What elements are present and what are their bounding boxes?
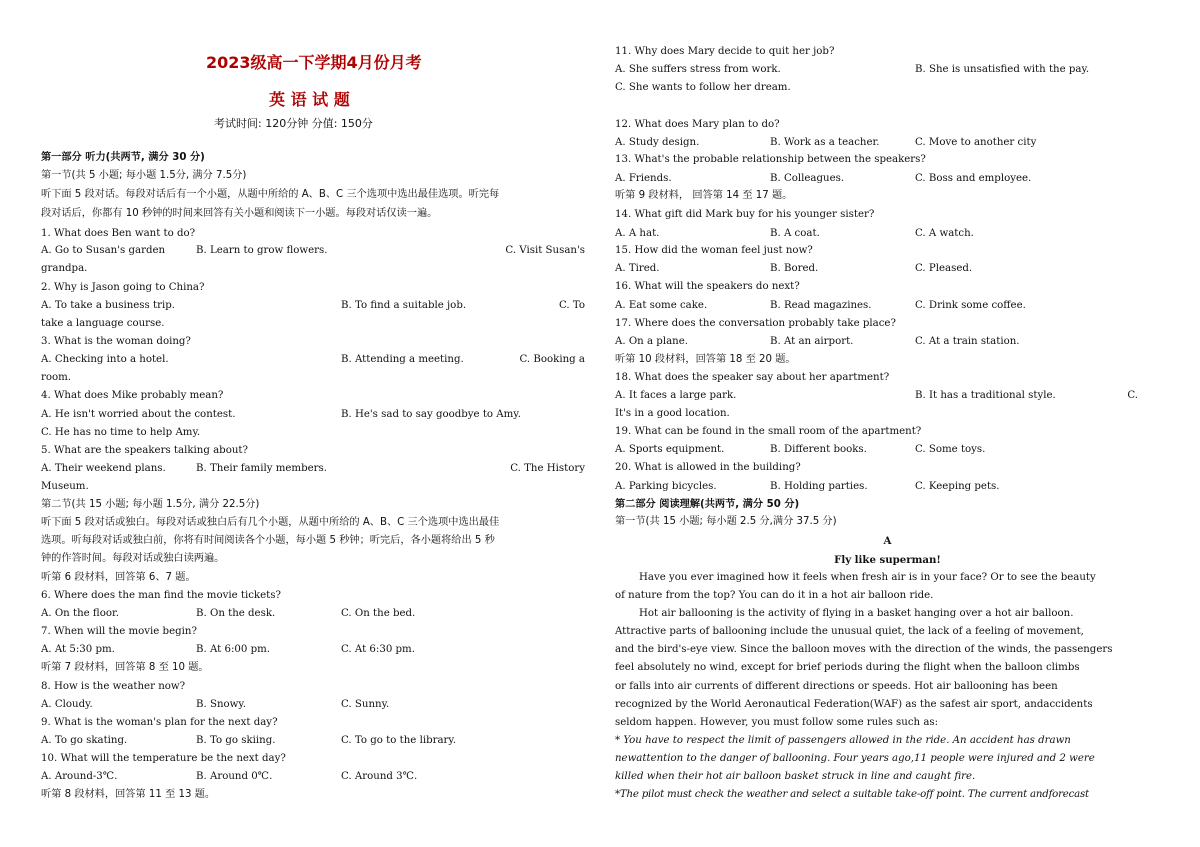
part2-sec1-heading: 第一节(共 15 小题; 每小题 2.5 分,满分 37.5 分)	[615, 516, 837, 527]
material-note: 听第 7 段材料，回答第 8 至 10 题。	[41, 662, 209, 673]
option-continuation: Museum.	[41, 481, 89, 492]
question-stem: 13. What's the probable relationship between the speakers?	[615, 154, 926, 165]
option-a: A. Friends.	[615, 173, 672, 184]
option-continuation: grandpa.	[41, 263, 88, 274]
exam-title: 2023级高一下学期4月份月考	[206, 53, 422, 72]
question-stem: 14. What gift did Mark buy for his younger sister?	[615, 209, 875, 220]
option-b: B. At 6:00 pm.	[196, 644, 271, 655]
option-a: A. Tired.	[615, 263, 660, 274]
passage-text: and the bird's-eye view. Since the balloon moves with the direction of the winds, the passengers	[615, 644, 1113, 655]
option-c: C. Visit Susan's	[505, 245, 585, 256]
material-note: 听第 6 段材料，回答第 6、7 题。	[41, 572, 196, 583]
question-stem: 9. What is the woman's plan for the next day?	[41, 717, 278, 728]
option-b: B. A coat.	[770, 228, 820, 239]
option-c: C. Move to another city	[915, 137, 1037, 148]
part2-heading: 第二部分 阅读理解(共两节, 满分 50 分)	[615, 499, 800, 510]
option-c: C. To go to the library.	[341, 735, 457, 746]
option-b: B. Read magazines.	[770, 300, 872, 311]
question-stem: 5. What are the speakers talking about?	[41, 445, 248, 456]
question-stem: 6. Where does the man find the movie tickets?	[41, 590, 281, 601]
passage-text: of nature from the top? You can do it in a hot air balloon ride.	[615, 590, 934, 601]
option-a: A. At 5:30 pm.	[41, 644, 115, 655]
option-c: C. Pleased.	[915, 263, 973, 274]
exam-meta: 考试时间: 120分钟 分值: 150分	[214, 117, 373, 130]
question-stem: 17. Where does the conversation probably take place?	[615, 318, 896, 329]
sec1-heading: 第一节(共 5 小题; 每小题 1.5分, 满分 7.5分)	[41, 170, 247, 181]
option-c: C. She wants to follow her dream.	[615, 82, 791, 93]
option-a: A. Study design.	[615, 137, 700, 148]
option-a: A. Parking bicycles.	[615, 481, 717, 492]
option-a: A. It faces a large park.	[615, 390, 737, 401]
passage-text: feel absolutely no wind, except for brief periods during the flight when the balloon climbs	[615, 662, 1080, 673]
passage-text: Have you ever imagined how it feels when fresh air is in your face? Or to see the beauty	[639, 572, 1096, 583]
part1-heading: 第一部分 听力(共两节, 满分 30 分)	[41, 152, 205, 163]
option-b: B. Learn to grow flowers.	[196, 245, 328, 256]
sec1-instructions: 段对话后，你都有 10 秒钟的时间来回答有关小题和阅读下一小题。每段对话仅读一遍。	[41, 208, 438, 219]
option-a: A. To go skating.	[41, 735, 128, 746]
question-stem: 16. What will the speakers do next?	[615, 281, 800, 292]
passage-text: or falls into air currents of different directions or speeds. Hot air ballooning has been	[615, 681, 1058, 692]
question-stem: 8. How is the weather now?	[41, 681, 186, 692]
sec2-instructions: 选项。听每段对话或独白前，你将有时间阅读各个小题，每小题 5 秒钟；听完后，各小题将给出 5 秒	[41, 535, 495, 546]
rule-text: *The pilot must check the weather and select a suitable take-off point. The current andforecast	[615, 789, 1089, 800]
option-b: B. To find a suitable job.	[341, 300, 467, 311]
option-b: B. Attending a meeting.	[341, 354, 464, 365]
option-b: B. Colleagues.	[770, 173, 845, 184]
option-c: C. He has no time to help Amy.	[41, 427, 201, 438]
option-b: B. Their family members.	[196, 463, 327, 474]
option-a: A. Around-3℃.	[41, 771, 118, 782]
rule-text: newattention to the danger of ballooning. Four years ago,11 people were injured and 2 were	[615, 753, 1095, 764]
sec2-heading: 第二节(共 15 小题; 每小题 1.5分, 满分 22.5分)	[41, 499, 260, 510]
rule-text: * You have to respect the limit of passengers allowed in the ride. An accident has drawn	[615, 735, 1071, 746]
passage-text: Hot air ballooning is the activity of flying in a basket hanging over a hot air balloon.	[639, 608, 1074, 619]
option-c: C. Sunny.	[341, 699, 390, 710]
question-stem: 12. What does Mary plan to do?	[615, 119, 780, 130]
option-c: C. Keeping pets.	[915, 481, 1000, 492]
option-a: A. Their weekend plans.	[41, 463, 166, 474]
question-stem: 1. What does Ben want to do?	[41, 228, 196, 239]
option-c: C. A watch.	[915, 228, 974, 239]
sec1-instructions: 听下面 5 段对话。每段对话后有一个小题，从题中所给的 A、B、C 三个选项中选出最佳选项。听完每	[41, 189, 500, 200]
option-b: B. At an airport.	[770, 336, 854, 347]
question-stem: 19. What can be found in the small room of the apartment?	[615, 426, 922, 437]
option-b: B. He's sad to say goodbye to Amy.	[341, 409, 521, 420]
option-b: B. Work as a teacher.	[770, 137, 880, 148]
option-c: C. The History	[510, 463, 585, 474]
sec2-instructions: 听下面 5 段对话或独白。每段对话或独白后有几个小题，从题中所给的 A、B、C 三个选项中选出最佳	[41, 517, 500, 528]
question-stem: 11. Why does Mary decide to quit her job?	[615, 46, 835, 57]
option-c: C. On the bed.	[341, 608, 416, 619]
option-continuation: room.	[41, 372, 72, 383]
material-note: 听第 9 段材料， 回答第 14 至 17 题。	[615, 190, 793, 201]
subject-title: 英 语 试 题	[269, 90, 350, 109]
question-stem: 7. When will the movie begin?	[41, 626, 197, 637]
material-note: 听第 10 段材料，回答第 18 至 20 题。	[615, 354, 796, 365]
question-stem: 20. What is allowed in the building?	[615, 462, 801, 473]
option-c: C. At a train station.	[915, 336, 1020, 347]
passage-title: Fly like superman!	[834, 554, 941, 566]
option-a: A. Go to Susan's garden	[41, 245, 166, 256]
option-a: A. On the floor.	[41, 608, 119, 619]
option-continuation: It's in a good location.	[615, 408, 730, 419]
option-a: A. A hat.	[615, 228, 660, 239]
option-c: C. To	[558, 300, 585, 311]
option-a: A. Cloudy.	[41, 699, 93, 710]
option-c: C. At 6:30 pm.	[341, 644, 415, 655]
option-a: A. Eat some cake.	[615, 300, 708, 311]
rule-text: killed when their hot air balloon basket struck in line and caught fire.	[615, 771, 976, 782]
passage-label: A	[883, 535, 892, 547]
option-b: B. Holding parties.	[770, 481, 868, 492]
question-stem: 18. What does the speaker say about her apartment?	[615, 372, 890, 383]
option-b: B. Snowy.	[196, 699, 246, 710]
passage-text: seldom happen. However, you must follow some rules such as:	[615, 717, 939, 728]
option-a: A. Checking into a hotel.	[41, 354, 169, 365]
option-b: B. Different books.	[770, 444, 867, 455]
sec2-instructions: 钟的作答时间。每段对话或独白读两遍。	[41, 553, 225, 564]
option-c: C.	[1127, 390, 1138, 401]
option-a: A. He isn't worried about the contest.	[41, 409, 236, 420]
option-a: A. To take a business trip.	[41, 300, 175, 311]
option-c: C. Boss and employee.	[915, 173, 1032, 184]
option-b: B. It has a traditional style.	[915, 390, 1056, 401]
option-b: B. To go skiing.	[196, 735, 276, 746]
option-a: A. She suffers stress from work.	[615, 64, 781, 75]
passage-text: Attractive parts of ballooning include the unusual quiet, the lack of a feeling of movement,	[615, 626, 1084, 637]
option-b: B. She is unsatisfied with the pay.	[915, 64, 1090, 75]
option-b: B. On the desk.	[196, 608, 276, 619]
question-stem: 4. What does Mike probably mean?	[41, 390, 224, 401]
option-a: A. Sports equipment.	[615, 444, 725, 455]
material-note: 听第 8 段材料，回答第 11 至 13 题。	[41, 789, 216, 800]
option-b: B. Bored.	[770, 263, 819, 274]
option-c: C. Some toys.	[915, 444, 986, 455]
question-stem: 10. What will the temperature be the next day?	[41, 753, 286, 764]
option-continuation: take a language course.	[41, 318, 165, 329]
question-stem: 3. What is the woman doing?	[41, 336, 191, 347]
question-stem: 2. Why is Jason going to China?	[41, 282, 205, 293]
question-stem: 15. How did the woman feel just now?	[615, 245, 813, 256]
option-c: C. Booking a	[519, 354, 585, 365]
option-c: C. Drink some coffee.	[915, 300, 1026, 311]
passage-text: recognized by the World Aeronautical Federation(WAF) as the safest air sport, andaccidents	[615, 699, 1093, 710]
option-c: C. Around 3℃.	[341, 771, 418, 782]
option-a: A. On a plane.	[615, 336, 688, 347]
option-b: B. Around 0℃.	[196, 771, 273, 782]
